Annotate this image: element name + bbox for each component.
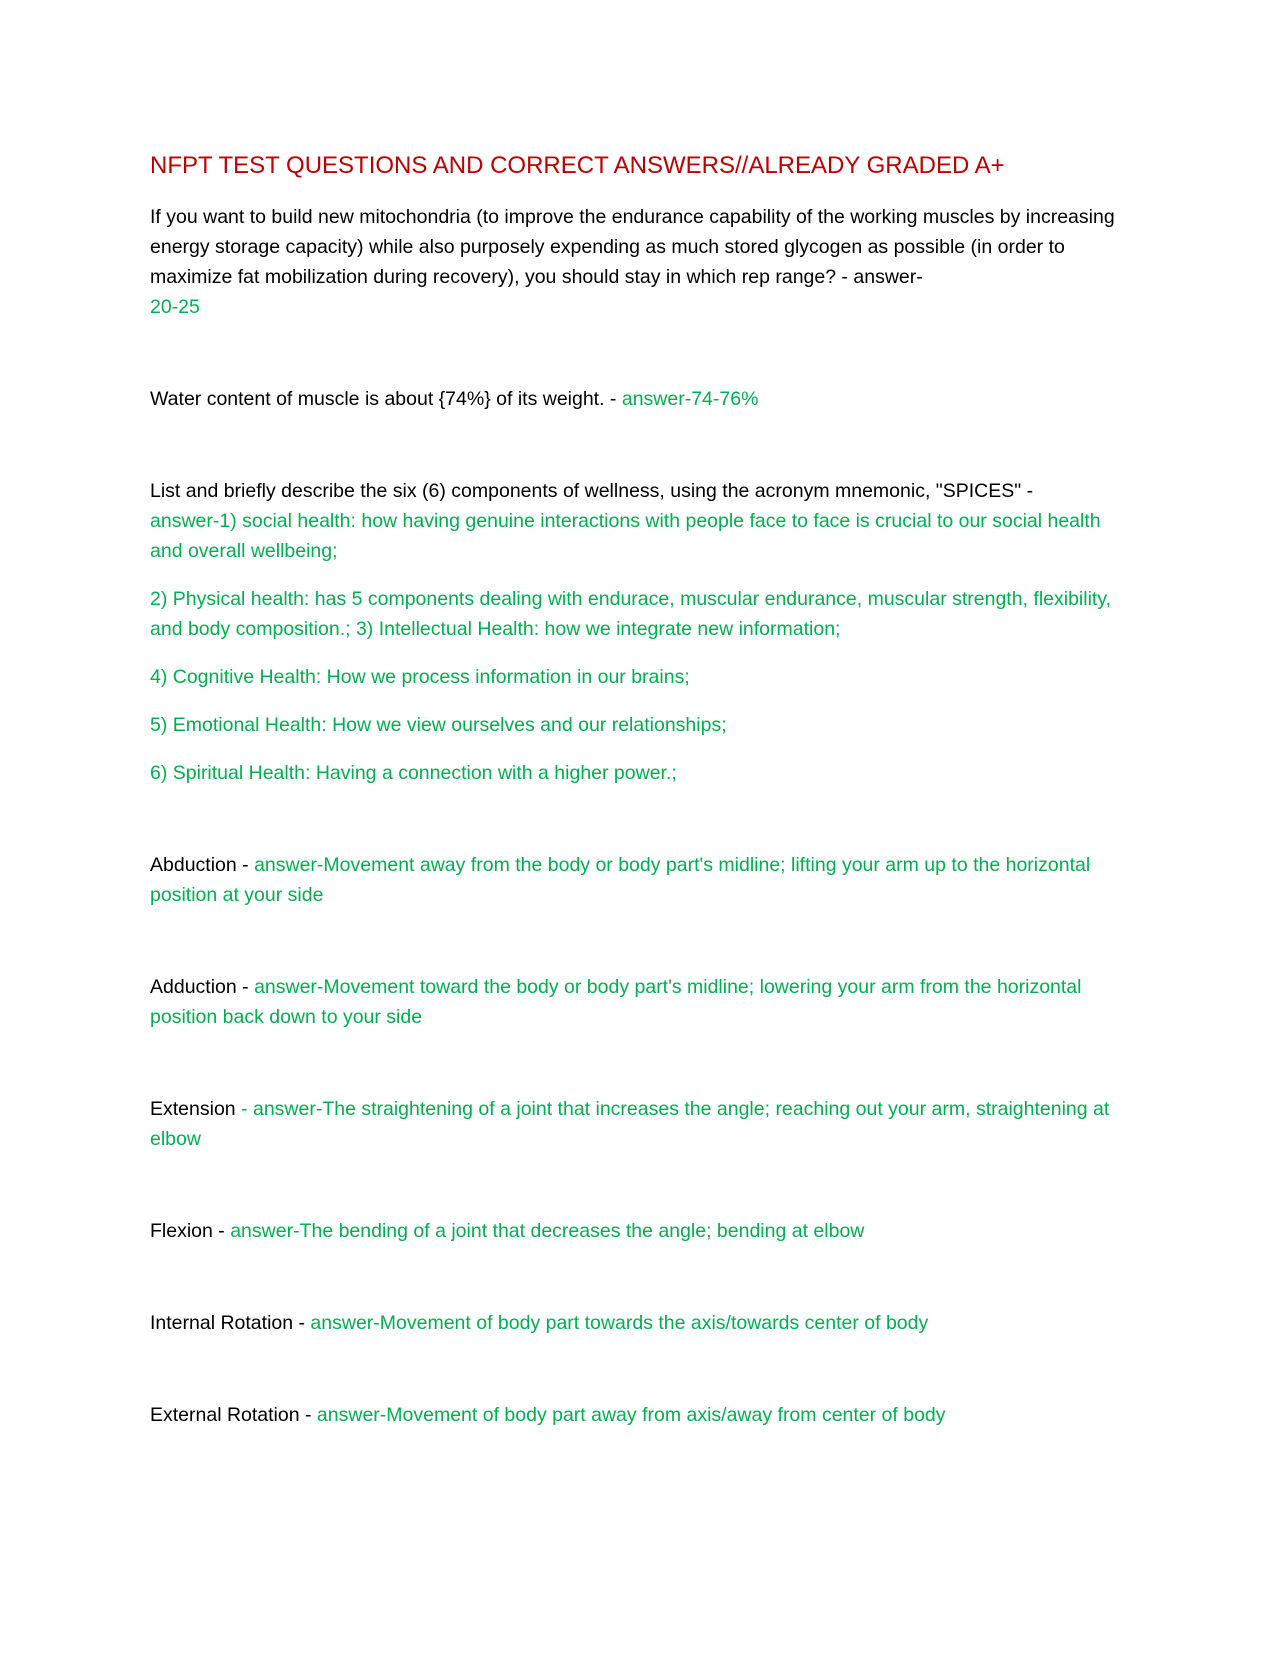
answer-text: 20-25	[150, 296, 200, 318]
answer-text: answer-The bending of a joint that decreases the angle; bending at elbow	[230, 1220, 865, 1242]
spices-component-cognitive: 4) Cognitive Health: How we process information in our brains;	[150, 666, 690, 688]
document-page	[150, 150, 1130, 1430]
answer-text: - answer-The straightening of a joint that increases the angle; reaching out your arm, straightening at elbow	[150, 1098, 1110, 1150]
question-text: Flexion -	[150, 1220, 231, 1242]
qa-item-extension	[150, 1094, 1130, 1154]
qa-item-flexion	[150, 1216, 1130, 1246]
question-text: Adduction -	[150, 976, 255, 998]
answer-text: answer-Movement away from the body or body part's midline; lifting your arm up to the horizontal position at your side	[150, 854, 1091, 906]
question-text: Abduction -	[150, 854, 255, 876]
question-text: List and briefly describe the six (6) components of wellness, using the acronym mnemonic, "SPICES" -	[150, 480, 1034, 502]
answer-text: answer-Movement of body part away from axis/away from center of body	[316, 1404, 946, 1426]
qa-item-spices	[150, 476, 1130, 566]
question-text: If you want to build new mitochondria (to improve the endurance capability of the working muscles by increasing energy storage capacity) while also purposely expending as much stored glycogen as possible (in order to maximize fat mobilization during recovery), you should stay in which rep range? - answer-	[150, 206, 1115, 288]
qa-item-internal-rotation	[150, 1308, 1130, 1338]
spices-component-physical-intellectual: 2) Physical health: has 5 components dealing with endurace, muscular endurance, muscular strength, flexibility, and body composition.; 3) Intellectual Health: how we integrate new information;	[150, 588, 1112, 640]
qa-item-external-rotation	[150, 1400, 1130, 1430]
question-text: Water content of muscle is about {74%} of its weight. -	[150, 388, 622, 410]
qa-item-abduction	[150, 850, 1130, 910]
answer-text: answer-74-76%	[621, 388, 759, 410]
answer-text: answer-1) social health: how having genuine interactions with people face to face is crucial to our social health and overall wellbeing;	[150, 510, 1101, 562]
document-title: NFPT TEST QUESTIONS AND CORRECT ANSWERS//ALREADY GRADED A+	[150, 152, 1005, 179]
answer-text: answer-Movement toward the body or body part's midline; lowering your arm from the horizontal position back down to your side	[150, 976, 1082, 1028]
qa-item-mitochondria	[150, 202, 1130, 322]
spices-component-emotional: 5) Emotional Health: How we view ourselves and our relationships;	[150, 714, 727, 736]
question-text: External Rotation -	[150, 1404, 317, 1426]
spices-component-spiritual: 6) Spiritual Health: Having a connection with a higher power.;	[150, 762, 677, 784]
answer-text: answer-Movement of body part towards the axis/towards center of body	[310, 1312, 929, 1334]
qa-item-water-content	[150, 384, 1130, 414]
question-text: Extension	[150, 1098, 236, 1120]
question-text: Internal Rotation -	[150, 1312, 311, 1334]
qa-item-adduction	[150, 972, 1130, 1032]
